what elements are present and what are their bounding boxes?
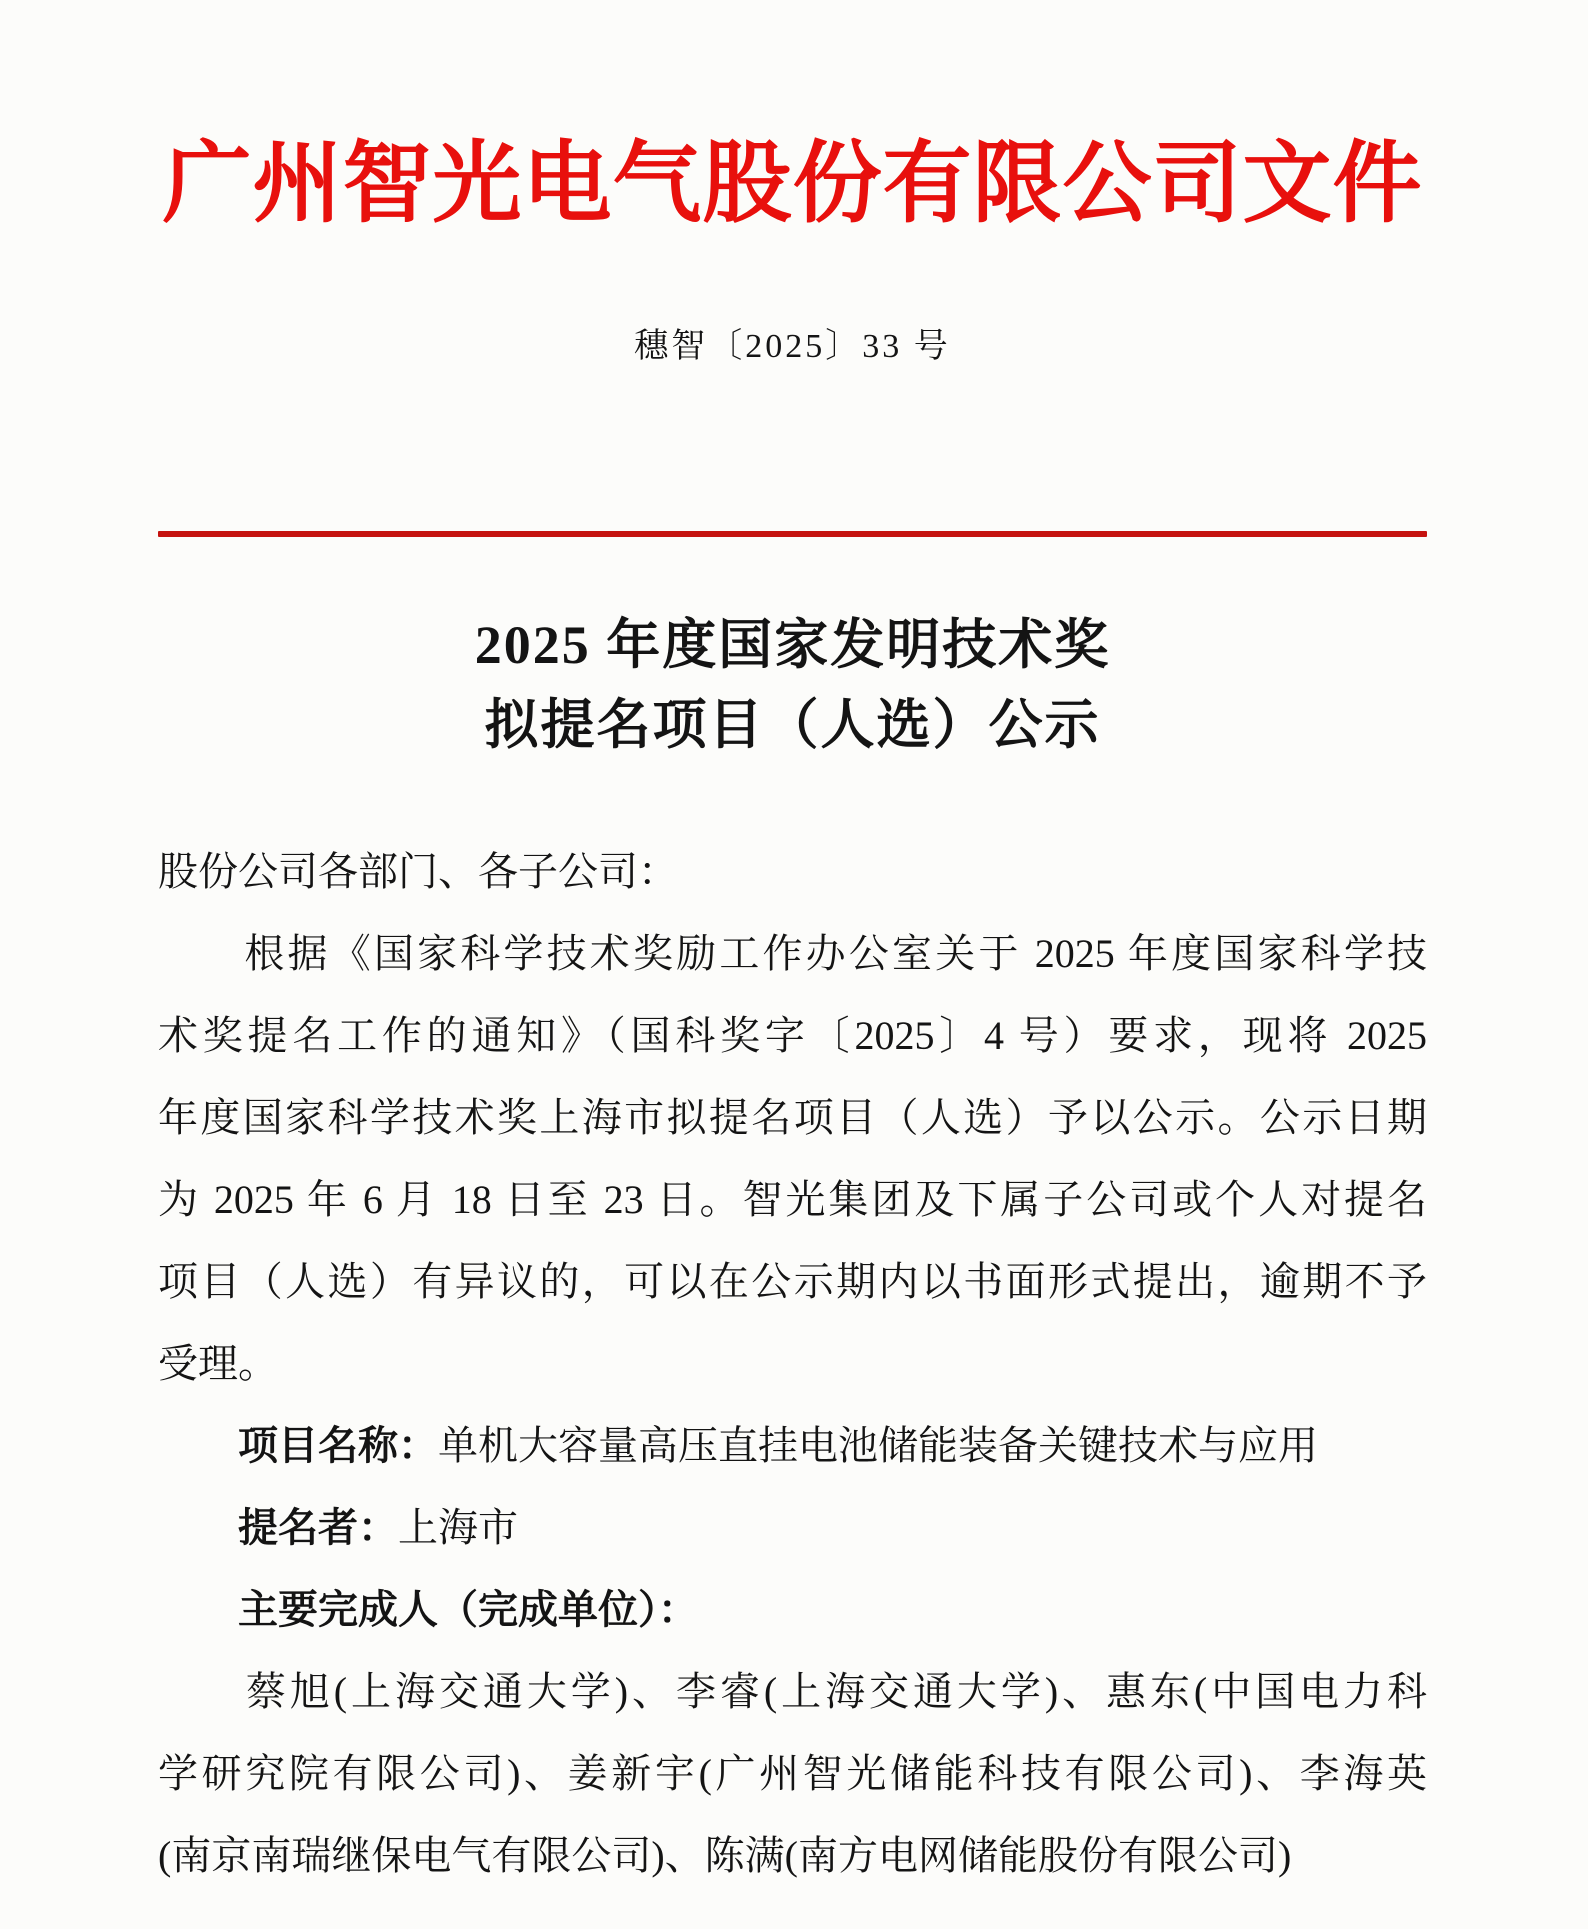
body-line-text: 术奖提名工作的通知》（国科奖字〔2025〕4 号）要求，现将 2025	[158, 1013, 1427, 1058]
body-line-text: 学研究院有限公司)、姜新宇(广州智光储能科技有限公司)、李海英	[158, 1751, 1427, 1796]
body-line-text: 股份公司各部门、各子公司：	[158, 849, 678, 894]
body-line-label: 提名者：	[158, 1506, 398, 1550]
document-number: 穗智〔2025〕33 号	[634, 328, 951, 365]
body-line	[158, 1733, 1427, 1815]
body-line	[158, 1323, 1427, 1405]
body-line-text: 受理。	[158, 1341, 278, 1386]
body-line-label: 项目名称：	[158, 1424, 438, 1468]
body-line	[158, 1241, 1427, 1323]
body-line-text: 单机大容量高压直挂电池储能装备关键技术与应用	[438, 1423, 1318, 1468]
body-line	[158, 1569, 1427, 1651]
body-line-text: 上海市	[398, 1505, 518, 1550]
body-line-text: 根据《国家科学技术奖励工作办公室关于 2025 年度国家科学技	[158, 931, 1427, 976]
body-line	[158, 1487, 1427, 1569]
body-line	[158, 1405, 1427, 1487]
document-title-line2: 拟提名项目（人选）公示	[484, 695, 1101, 755]
body-line	[158, 831, 1427, 913]
document-title	[158, 605, 1427, 765]
body-line-text: 蔡旭(上海交通大学)、李睿(上海交通大学)、惠东(中国电力科	[158, 1669, 1427, 1714]
document-title-line1: 2025 年度国家发明技术奖	[474, 615, 1111, 675]
body-line	[158, 1159, 1427, 1241]
body-line-text: (南京南瑞继保电气有限公司)、陈满(南方电网储能股份有限公司)	[158, 1833, 1292, 1878]
company-header-title: 广州智光电气股份有限公司文件	[162, 136, 1423, 234]
body-line	[158, 995, 1427, 1077]
body-line	[158, 913, 1427, 995]
body-line-text: 项目（人选）有异议的，可以在公示期内以书面形式提出，逾期不予	[158, 1259, 1427, 1304]
body-line	[158, 1651, 1427, 1733]
document-body	[158, 831, 1427, 1897]
body-line-text: 为 2025 年 6 月 18 日至 23 日。智光集团及下属子公司或个人对提名	[158, 1177, 1427, 1222]
body-line-label: 主要完成人（完成单位）：	[158, 1588, 698, 1632]
body-line	[158, 1077, 1427, 1159]
body-line-text: 年度国家科学技术奖上海市拟提名项目（人选）予以公示。公示日期	[158, 1095, 1427, 1140]
body-line	[158, 1815, 1427, 1897]
red-divider-line	[158, 531, 1427, 537]
